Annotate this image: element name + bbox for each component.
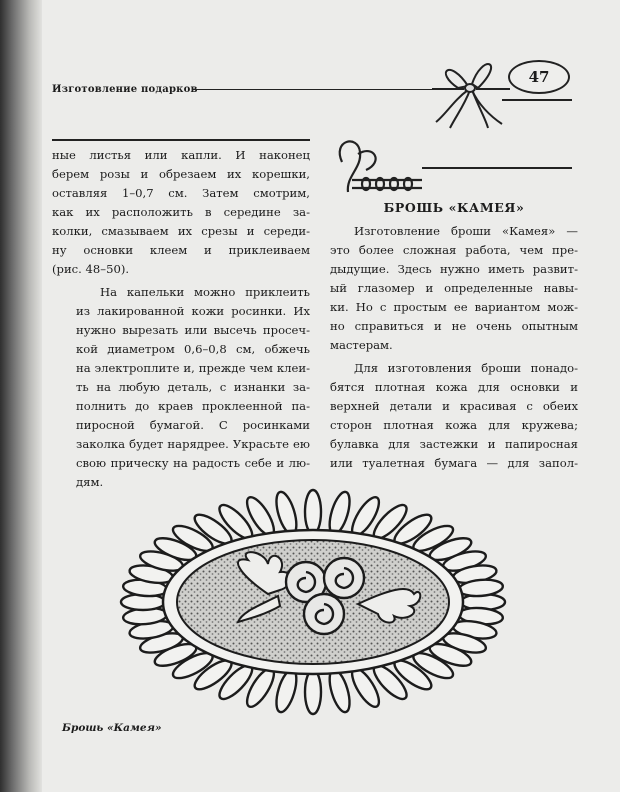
- text-line: на электроплите и, прежде чем клеи-: [76, 361, 310, 375]
- text-line: ные листья или капли. И наконец: [52, 148, 310, 162]
- text-line: полнить до краев проклеенной па-: [76, 399, 310, 413]
- text-line: Для изготовления броши понадо-: [354, 361, 578, 375]
- paragraph: [52, 283, 310, 492]
- text-line: дям.: [76, 475, 104, 489]
- text-line: как их расположить в середине за-: [52, 205, 310, 219]
- text-line: ый глазомер и определенные навы-: [330, 281, 578, 295]
- text-line: из лакированной кожи росинки. Их: [76, 304, 310, 318]
- text-line: верхней детали и красивая с обеих: [330, 399, 578, 413]
- paragraph: [52, 146, 310, 279]
- text-line: но справиться и не очень опытным: [330, 319, 578, 333]
- text-line: мастерам.: [330, 338, 393, 352]
- text-line: булавка для застежки и папиросная: [330, 437, 578, 451]
- text-line: берем розы и обрезаем их корешки,: [52, 167, 310, 181]
- left-text-column: [52, 146, 310, 492]
- text-line: Изготовление броши «Камея» —: [354, 224, 578, 238]
- section-heading: БРОШЬ «КАМЕЯ»: [383, 200, 525, 215]
- paragraph: [330, 359, 578, 473]
- right-text-column: [330, 222, 578, 473]
- text-line: сторон плотная кожа для кружева;: [330, 418, 578, 432]
- cameo-brooch-illustration: [118, 486, 508, 716]
- paragraph: [330, 222, 578, 355]
- header-rule: [192, 89, 432, 90]
- page-number: 47: [508, 60, 570, 94]
- figure-caption: Брошь «Камея»: [62, 722, 162, 734]
- ribbon-bow-ornament: [428, 50, 518, 130]
- column-top-rule: [52, 139, 310, 141]
- text-line: это более сложная работа, чем пре-: [330, 243, 578, 257]
- text-line: колки, смазываем их срезы и середи-: [52, 224, 310, 238]
- decorative-lace-ornament: [322, 132, 578, 200]
- text-line: свою прическу на радость себе и лю-: [76, 456, 310, 470]
- text-line: ки. Но с простым ее вариантом мож-: [330, 300, 578, 314]
- text-line: заколка будет нарядрее. Украсьте ею: [76, 437, 310, 451]
- text-line: (рис. 48–50).: [52, 262, 130, 276]
- text-line: ну основки клеем и приклеиваем: [52, 243, 310, 257]
- header-rule-right: [502, 99, 572, 101]
- text-line: пиросной бумагой. С росинками: [76, 418, 310, 432]
- running-header-title: Изготовление подарков: [52, 84, 198, 95]
- text-line: дыдущие. Здесь нужно иметь развит-: [330, 262, 578, 276]
- lace-loop: [305, 490, 321, 534]
- text-line: ть на любую деталь, с изнанки за-: [76, 380, 310, 394]
- book-spine-shadow: [0, 0, 42, 792]
- text-line: оставляя 1–0,7 см. Затем смотрим,: [52, 186, 310, 200]
- text-line: кой диаметром 0,6–0,8 см, обжечь: [76, 342, 310, 356]
- text-line: или туалетная бумага — для запол-: [330, 456, 578, 470]
- text-line: нужно вырезать или высечь просеч-: [76, 323, 310, 337]
- text-line: На капельки можно приклеить: [100, 285, 310, 299]
- text-line: бятся плотная кожа для основки и: [330, 380, 578, 394]
- lace-loop: [305, 670, 321, 714]
